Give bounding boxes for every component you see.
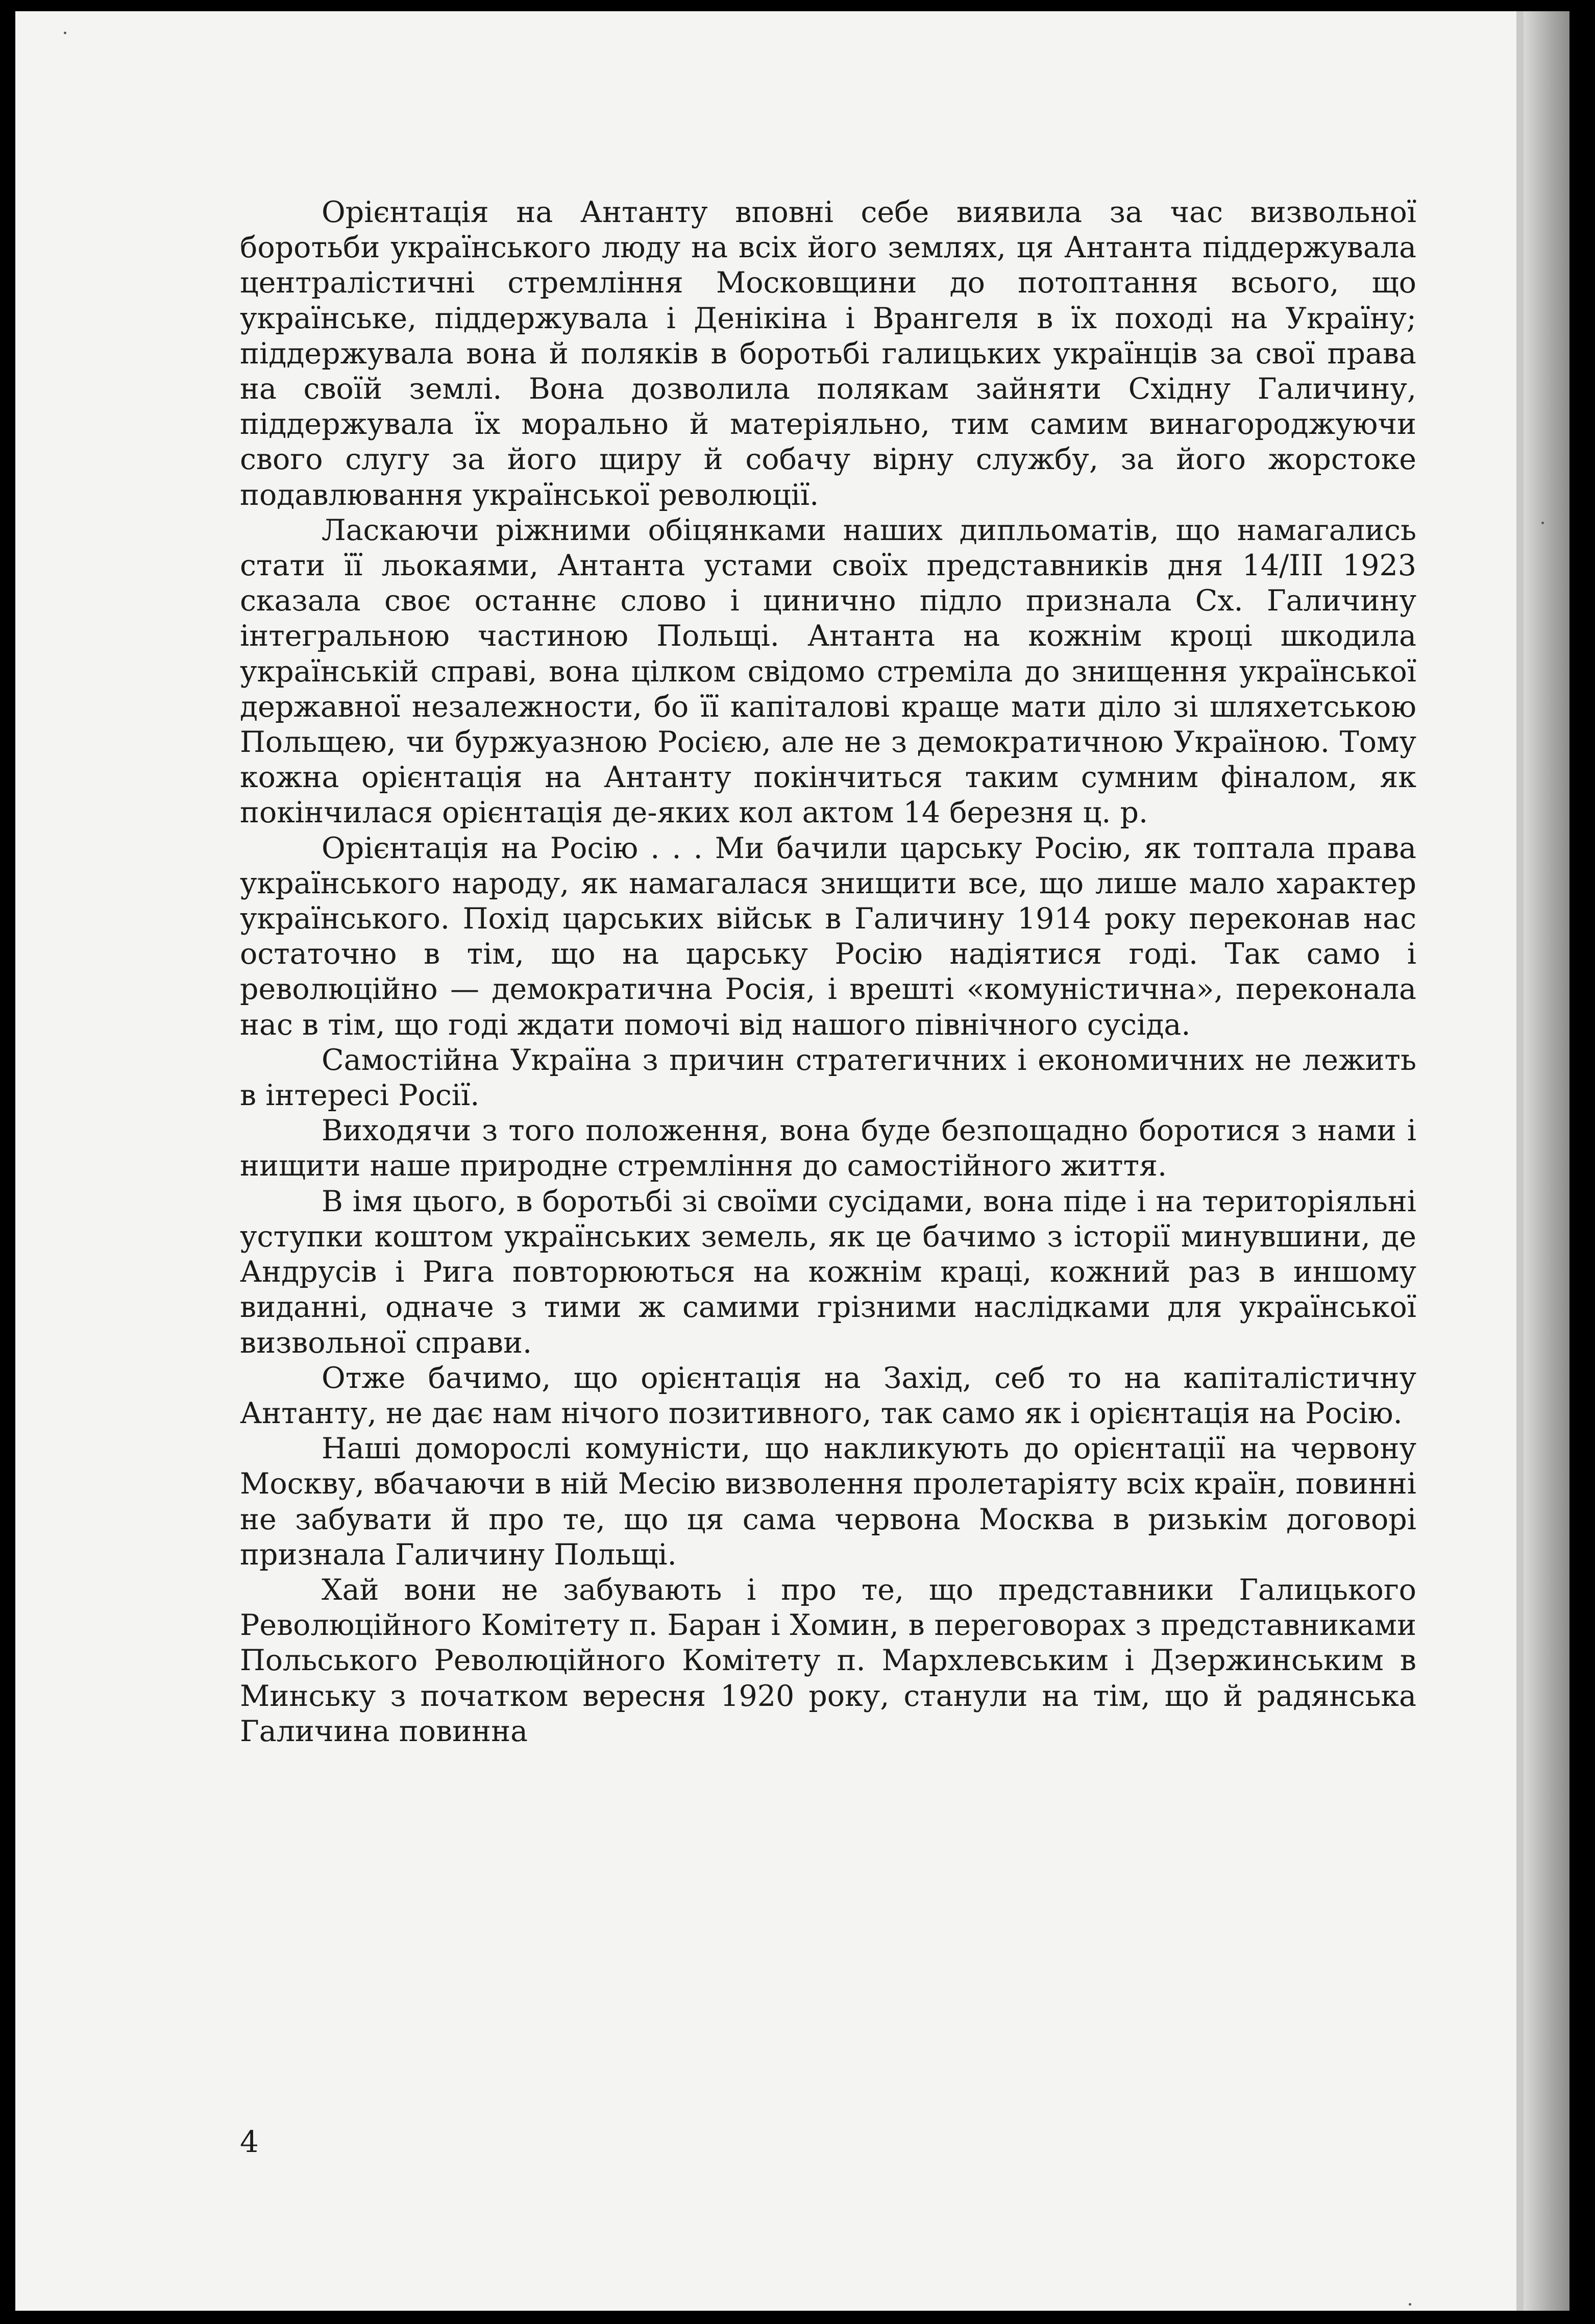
paragraph: Самостійна Україна з причин стратегичних і економичних не лежить в інтересі Росії. [240,1043,1416,1113]
paper-speck [64,32,66,34]
paper-speck [1409,2303,1411,2306]
paragraph: Орієнтація на Антанту вповні себе виявила за час визвольної боротьби українського люду на всіх його землях, ця Антанта піддержувала централістичні стремління Московщини до потоптання всього, що українське, піддержувала і Денікіна і Врангеля в їх поході на Україну; піддержувала вона й поляків в боротьбі галицьких українців за свої права на своїй землі. Вона дозволила полякам зайняти Східну Галичину, піддержувала їх морально й матеріяльно, тим самим винагороджуючи свого слугу за його щиру й собачу вірну службу, за його жорстоке подавлювання української революції. [240,195,1416,512]
page-edge-shadow [1524,11,1569,2311]
paragraph: Отже бачимо, що орієнтація на Захід, себ то на капіталістичну Антанту, не дає нам нічого позитивного, так само як і орієнтація на Росію. [240,1361,1416,1430]
paragraph: В імя цього, в боротьбі зі своїми сусідами, вона піде і на територіяльні уступки коштом українських земель, як це бачимо з історії минувшини, де Андрусів і Рига повторюються на кожнім краці, кожний раз в иншому виданні, одначе з тими ж самими грізними наслідками для української визвольної справи. [240,1184,1416,1360]
body-text [240,195,1416,1749]
paper-speck [1541,522,1544,524]
paragraph: Орієнтація на Росію . . . Ми бачили царську Росію, як топтала права українського народу, як намагалася знищити все, що лише мало характер українського. Похід царських військ в Галичину 1914 року переконав нас остаточно в тім, що на царську Росію надіятися годі. Так само і революційно — демократична Росія, і врешті «комуністична», переконала нас в тім, що годі ждати помочі від нашого північного сусіда. [240,831,1416,1042]
paragraph: Наші доморослі комуністи, що накликують до орієнтації на червону Москву, вбачаючи в ній Месію визволення пролетаріяту всіх країн, повинні не забувати й про те, що ця сама червона Москва в ризькім договорі признала Галичину Польщі. [240,1432,1416,1572]
page-fold-shadow [1516,11,1524,2311]
paragraph: Ласкаючи ріжними обіцянками наших дипльоматів, що намагались стати її льокаями, Антанта устами своїх представників дня 14/ІІІ 1923 сказала своє останнє слово і цинично підло признала Сх. Галичину інтегральною частиною Польщі. Антанта на кожнім кроці шкодила українській справі, вона цілком свідомо стреміла до знищення української державної незалежности, бо її капіталові краще мати діло зі шляхетською Польщею, чи буржуазною Росією, але не з демократичною Україною. Тому кожна орієнтація на Антанту покінчиться таким сумним фіналом, як покінчилася орієнтація де-яких кол актом 14 березня ц. р. [240,513,1416,830]
paragraph: Хай вони не забувають і про те, що представники Галицького Революційного Комітету п. Баран і Хомин, в переговорах з представниками Польського Революційного Комітету п. Мархлевським і Дзержинським в Минську з початком вересня 1920 року, станули на тім, що й радянська Галичина повинна [240,1573,1416,1748]
paragraph: Виходячи з того положення, вона буде безпощадно боротися з нами і нищити наше природне стремління до самостійного життя. [240,1114,1416,1183]
page-number: 4 [240,2124,259,2159]
document-page [15,11,1569,2311]
